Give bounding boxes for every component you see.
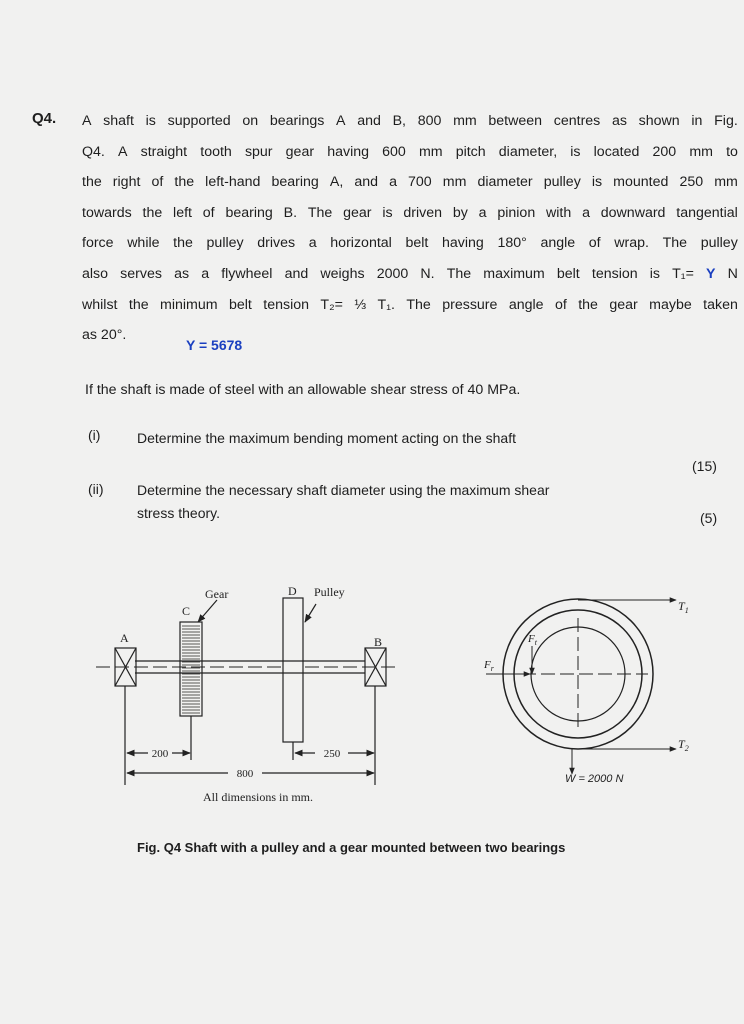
paragraph-word: tooth xyxy=(200,143,232,160)
paragraph-line xyxy=(82,259,738,290)
paragraph-word: a xyxy=(308,235,317,252)
paragraph-last-line: as 20°. xyxy=(82,327,127,344)
paragraph-word: while xyxy=(127,235,160,252)
item-ii-number: (ii) xyxy=(88,481,104,497)
paragraph-word: pitch xyxy=(455,143,486,160)
paragraph-word: downward xyxy=(600,204,666,221)
paragraph-word: angle xyxy=(508,296,544,313)
paragraph-line xyxy=(82,290,738,321)
paragraph-word: B, xyxy=(392,113,406,129)
paragraph-word: T₂= xyxy=(320,296,343,313)
paragraph-line xyxy=(82,137,738,168)
paragraph-word: Fig. xyxy=(714,113,738,129)
shaft-condition: If the shaft is made of steel with an allowable shear stress of 40 MPa. xyxy=(85,382,521,398)
paragraph-word: of xyxy=(554,296,567,313)
paragraph-word: maybe xyxy=(649,296,692,313)
paragraph-word: the xyxy=(128,296,149,313)
label-weight: W = 2000 N xyxy=(565,773,624,785)
question-number: Q4. xyxy=(32,110,57,127)
paragraph-word: on xyxy=(242,113,259,129)
paragraph-word: 200 xyxy=(652,143,677,160)
paragraph-word: mounted xyxy=(613,174,669,191)
paragraph-word: mm xyxy=(689,143,713,160)
paragraph-word: diameter xyxy=(477,174,533,191)
question-paragraph xyxy=(82,106,738,351)
paragraph-word: weighs xyxy=(320,265,365,282)
paragraph-word: minimum xyxy=(160,296,218,313)
paragraph-word: the xyxy=(82,174,102,191)
paragraph-word: belt xyxy=(405,235,429,252)
paragraph-word: taken xyxy=(703,296,738,313)
item-i-marks: (15) xyxy=(692,458,717,474)
paragraph-word: of xyxy=(151,174,164,191)
paragraph-word: 600 xyxy=(382,143,406,160)
label-t2: $T_2$ xyxy=(678,737,689,753)
label-a: A xyxy=(120,631,129,645)
item-ii-text-line1: Determine the necessary shaft diameter using the maximum shear xyxy=(137,482,550,498)
label-fr: $F_r$ xyxy=(484,659,494,673)
paragraph-line xyxy=(82,167,738,198)
paragraph-word: The xyxy=(662,235,688,252)
paragraph-word: the xyxy=(174,174,195,191)
paragraph-word: A xyxy=(82,113,92,129)
item-i-number: (i) xyxy=(88,427,101,443)
paragraph-word: in xyxy=(691,113,703,129)
gear-teeth xyxy=(182,626,200,713)
paragraph-word: 180° xyxy=(497,235,527,252)
paragraph-word: left-hand xyxy=(205,174,261,191)
paragraph-word: force xyxy=(82,235,114,252)
paragraph-word: The xyxy=(307,204,333,221)
paragraph-word: of xyxy=(202,204,215,221)
paragraph-word: a xyxy=(389,174,397,191)
item-i-text: Determine the maximum bending moment acting on the shaft xyxy=(137,430,516,446)
label-d: D xyxy=(288,584,297,598)
paragraph-word: a xyxy=(478,204,487,221)
paragraph-word: The xyxy=(446,265,472,282)
paragraph-word: between xyxy=(488,113,543,129)
paragraph-word: The xyxy=(406,296,431,313)
paragraph-word: belt xyxy=(556,265,580,282)
label-gear: Gear xyxy=(205,587,229,601)
paragraph-word: mm xyxy=(714,174,738,191)
dim-800: 800 xyxy=(236,768,254,780)
paragraph-word: serves xyxy=(120,265,162,282)
paragraph-word: spur xyxy=(244,143,273,160)
paragraph-word: having xyxy=(327,143,370,160)
paragraph-word: shaft xyxy=(103,113,134,129)
gear-pointer xyxy=(198,600,217,622)
figure-caption: Fig. Q4 Shaft with a pulley and a gear mounted between two bearings xyxy=(137,840,566,855)
label-pulley: Pulley xyxy=(314,585,345,599)
paragraph-word: shown xyxy=(638,113,680,129)
paragraph-word: is xyxy=(649,265,660,282)
paragraph-word: N. xyxy=(420,265,435,282)
paragraph-word: gear xyxy=(285,143,315,160)
paragraph-word: pinion xyxy=(497,204,536,221)
paragraph-word: angle xyxy=(540,235,576,252)
paragraph-word: flywheel xyxy=(221,265,273,282)
paragraph-word: also xyxy=(82,265,109,282)
paragraph-word: B. xyxy=(283,204,298,221)
label-ft: $F_t$ xyxy=(528,633,537,647)
paragraph-word: pulley xyxy=(206,235,244,252)
paragraph-word: with xyxy=(546,204,572,221)
paragraph-word: straight xyxy=(140,143,188,160)
paragraph-word: pressure xyxy=(442,296,498,313)
paragraph-word: maximum xyxy=(483,265,545,282)
shaft-figure xyxy=(0,560,744,820)
label-c: C xyxy=(182,604,191,618)
dims-note: All dimensions in mm. xyxy=(202,790,314,804)
dim-250: 250 xyxy=(323,748,341,760)
paragraph-word: pulley xyxy=(700,235,738,252)
paragraph-word: pulley xyxy=(543,174,581,191)
paragraph-line xyxy=(82,106,738,137)
paragraph-word: N xyxy=(727,265,738,282)
paragraph-word: diameter, xyxy=(498,143,558,160)
paragraph-word: bearing xyxy=(225,204,273,221)
paragraph-word: the xyxy=(142,204,163,221)
paragraph-line xyxy=(82,228,738,259)
y-value: Y = 5678 xyxy=(186,337,243,353)
paragraph-word: bearings xyxy=(269,113,325,129)
label-t1: $T_1$ xyxy=(678,599,689,615)
paragraph-word: a xyxy=(201,265,210,282)
paragraph-word: right xyxy=(112,174,141,191)
paragraph-word: mm xyxy=(453,113,477,129)
paragraph-word: 2000 xyxy=(376,265,409,282)
paragraph-word: T₁. xyxy=(377,296,395,313)
paragraph-word: to xyxy=(726,143,738,160)
paragraph-word: 800 xyxy=(417,113,442,129)
label-b: B xyxy=(374,635,383,649)
paragraph-word: of xyxy=(588,235,601,252)
paragraph-word: by xyxy=(452,204,468,221)
item-ii-text-line2: stress theory. xyxy=(137,505,220,521)
paragraph-word: centres xyxy=(553,113,601,129)
paragraph-word: A xyxy=(336,113,346,129)
paragraph-word: mm xyxy=(442,174,467,191)
paragraph-word: supported xyxy=(167,113,231,129)
paragraph-word: is xyxy=(145,113,156,129)
paragraph-word: tension xyxy=(591,265,638,282)
dim-200: 200 xyxy=(151,748,169,760)
paragraph-word: gear xyxy=(343,204,372,221)
paragraph-word: 700 xyxy=(408,174,432,191)
paragraph-word: a xyxy=(582,204,590,221)
paragraph-word: Y xyxy=(706,265,716,282)
paragraph-word: A, xyxy=(329,174,344,191)
paragraph-word: the xyxy=(173,235,193,252)
paragraph-word: the xyxy=(578,296,598,313)
paragraph-word: ⅓ xyxy=(354,296,367,313)
paragraph-word: tangential xyxy=(676,204,738,221)
pulley-pointer xyxy=(305,604,316,622)
paragraph-word: mm xyxy=(418,143,443,160)
paragraph-word: and xyxy=(284,265,309,282)
paragraph-word: bearing xyxy=(271,174,319,191)
paragraph-line xyxy=(82,198,738,229)
paragraph-word: wrap. xyxy=(614,235,649,252)
gear xyxy=(180,622,202,716)
paragraph-word: 250 xyxy=(679,174,704,191)
paragraph-word: as xyxy=(611,113,627,129)
paragraph-word: whilst xyxy=(82,296,118,313)
paragraph-word: is xyxy=(591,174,603,191)
paragraph-word: drives xyxy=(257,235,296,252)
pulley xyxy=(283,598,303,742)
paragraph-word: horizontal xyxy=(330,235,392,252)
paragraph-word: T₁= xyxy=(672,265,694,282)
item-ii-marks: (5) xyxy=(700,510,718,526)
paragraph-word: is xyxy=(382,204,393,221)
paragraph-word: towards xyxy=(82,204,132,221)
paragraph-word: belt xyxy=(228,296,252,313)
paragraph-word: as xyxy=(174,265,190,282)
paragraph-word: A xyxy=(118,143,128,160)
paragraph-word: and xyxy=(354,174,378,191)
paragraph-word: having xyxy=(441,235,484,252)
paragraph-word: and xyxy=(357,113,381,129)
paragraph-word: driven xyxy=(403,204,443,221)
paragraph-word: Q4. xyxy=(82,143,105,160)
paragraph-word: tension xyxy=(263,296,310,313)
paragraph-word: left xyxy=(173,204,192,221)
paragraph-word: gear xyxy=(609,296,638,313)
paragraph-word: located xyxy=(593,143,640,160)
paragraph-word: is xyxy=(570,143,581,160)
